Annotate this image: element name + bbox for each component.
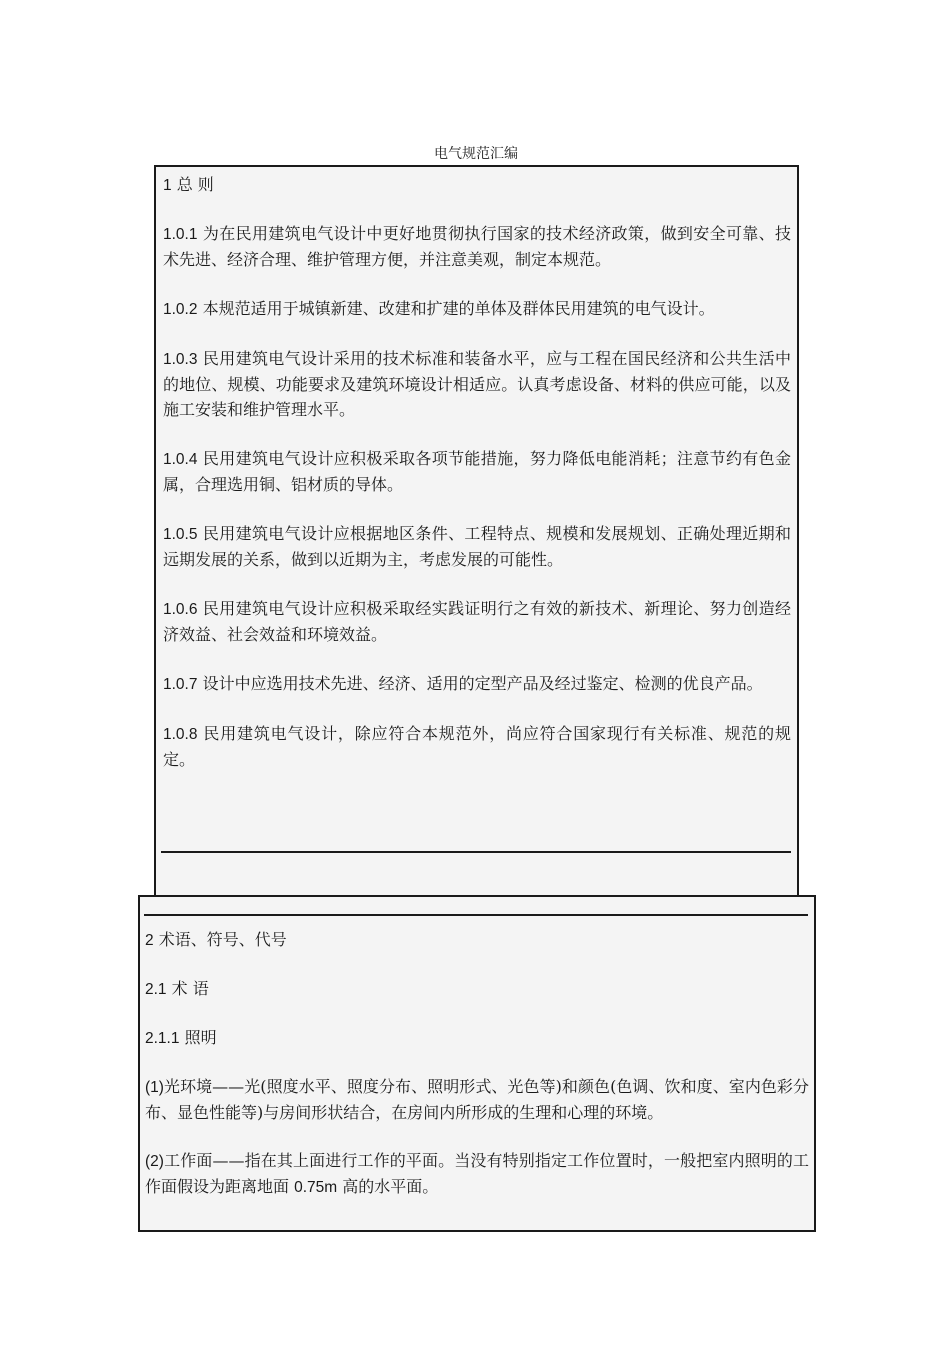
clause-1-0-4: 1.0.4 民用建筑电气设计应积极采取各项节能措施，努力降低电能消耗；注意节约有色金属，合理选用铜、铝材质的导体。 <box>163 449 791 494</box>
clause-1-0-1: 1.0.1 为在民用建筑电气设计中更好地贯彻执行国家的技术经济政策，做到安全可靠、技术先进、经济合理、维护管理方便，并注意美观，制定本规范。 <box>163 224 791 269</box>
section-2-panel <box>138 895 816 1232</box>
section-2-top-divider <box>144 914 808 916</box>
term-item-2: (2)工作面——指在其上面进行工作的平面。当没有特别指定工作位置时，一般把室内照明的工作面假设为距离地面 0.75m 高的水平面。 <box>145 1151 809 1196</box>
section-1-divider <box>161 851 791 853</box>
section-1-content <box>163 172 791 796</box>
running-header: 电气规范汇编 <box>434 146 518 162</box>
clause-1-0-2: 1.0.2 本规范适用于城镇新建、改建和扩建的单体及群体民用建筑的电气设计。 <box>163 299 715 318</box>
section-1-panel <box>154 165 799 898</box>
section-2-heading: 2 术语、符号、代号 <box>145 930 287 949</box>
term-item-1: (1)光环境——光(照度水平、照度分布、照明形式、光色等)和颜色(色调、饮和度、室内色彩分布、显色性能等)与房间形状结合，在房间内所形成的生理和心理的环境。 <box>145 1077 809 1122</box>
section-2-content <box>145 927 809 1223</box>
clause-1-0-3: 1.0.3 民用建筑电气设计采用的技术标准和装备水平，应与工程在国民经济和公共生活中的地位、规模、功能要求及建筑环境设计相适应。认真考虑设备、材料的供应可能，以及施工安装和维护管理水平。 <box>163 349 791 419</box>
section-2-1-1-heading: 2.1.1 照明 <box>145 1028 217 1047</box>
clause-1-0-5: 1.0.5 民用建筑电气设计应根据地区条件、工程特点、规模和发展规划、正确处理近期和远期发展的关系，做到以近期为主，考虑发展的可能性。 <box>163 524 791 569</box>
height-value: 0.75m <box>294 1179 338 1196</box>
section-1-heading: 1 总 则 <box>163 175 214 194</box>
clause-1-0-6: 1.0.6 民用建筑电气设计应积极采取经实践证明行之有效的新技术、新理论、努力创造经济效益、社会效益和环境效益。 <box>163 599 791 644</box>
clause-1-0-7: 1.0.7 设计中应选用技术先进、经济、适用的定型产品及经过鉴定、检测的优良产品。 <box>163 674 763 693</box>
section-2-1-heading: 2.1 术 语 <box>145 979 209 998</box>
clause-1-0-8: 1.0.8 民用建筑电气设计，除应符合本规范外，尚应符合国家现行有关标准、规范的规定。 <box>163 724 791 769</box>
